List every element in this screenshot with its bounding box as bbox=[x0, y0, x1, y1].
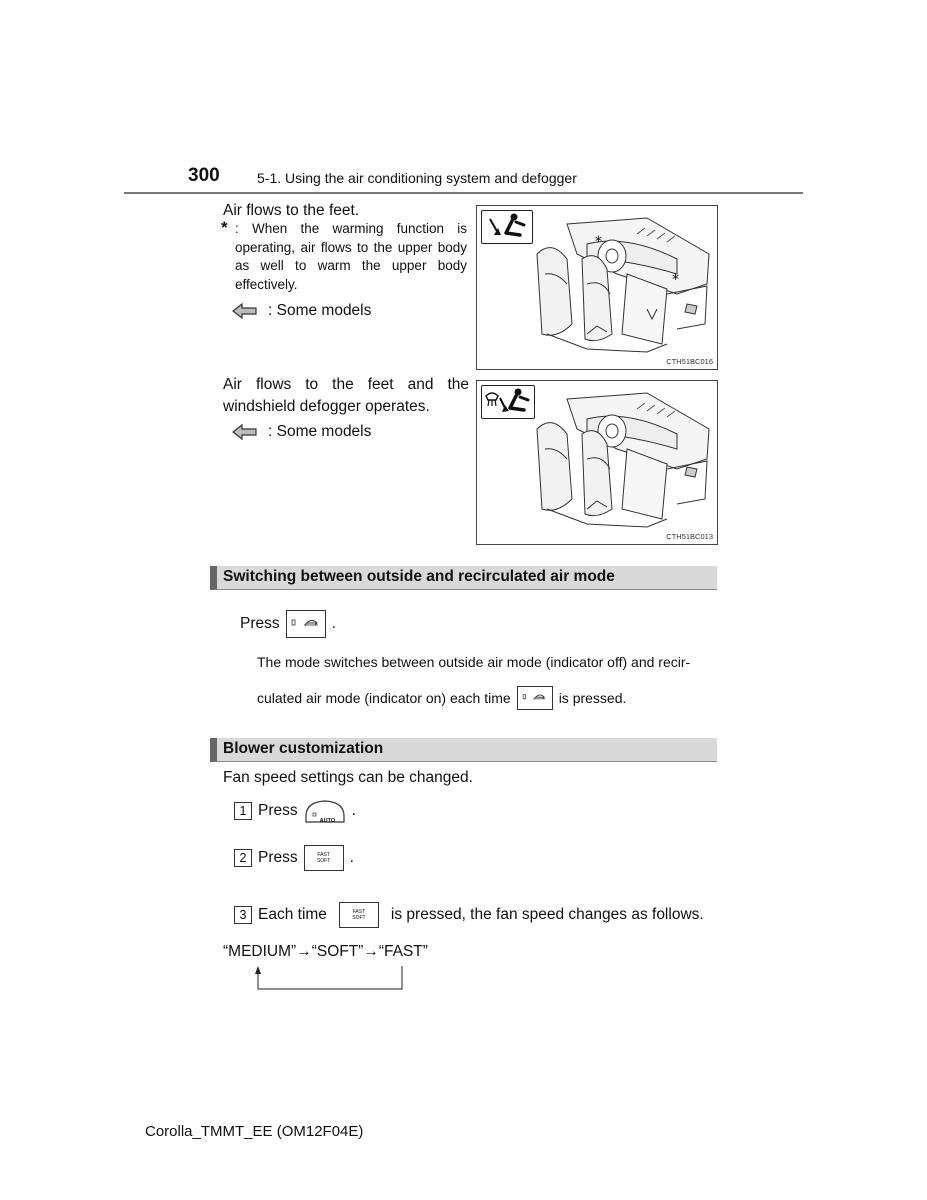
sequence-soft: “SOFT” bbox=[311, 943, 364, 960]
blower-intro: Fan speed settings can be changed. bbox=[223, 769, 473, 786]
car-interior-illustration bbox=[527, 214, 713, 354]
button-label-top: FAST bbox=[352, 909, 366, 915]
some-models-label: : Some models bbox=[268, 302, 372, 319]
auto-button[interactable] bbox=[304, 798, 346, 824]
step-prefix: Press bbox=[258, 802, 298, 819]
step-2 bbox=[234, 845, 354, 871]
figure-feet-airflow bbox=[476, 205, 718, 370]
seat-star-mark: * bbox=[595, 234, 602, 250]
step-suffix: is pressed, the fan speed changes as follows. bbox=[390, 906, 704, 923]
mode-feet-title: Air flows to the feet. bbox=[223, 202, 360, 219]
cycle-return-arrow-icon bbox=[250, 962, 410, 994]
mode-feet-defog-title: Air flows to the feet and the windshield defogger operates. bbox=[223, 376, 469, 415]
step-prefix: Each time bbox=[258, 906, 327, 923]
figure-feet-defog-airflow bbox=[476, 380, 718, 545]
fast-soft-button[interactable] bbox=[339, 902, 379, 928]
mode-feet-defog-some-models bbox=[232, 421, 371, 443]
header-divider bbox=[124, 192, 803, 194]
recirculation-button-icon bbox=[518, 687, 552, 709]
step-3 bbox=[234, 902, 704, 928]
figure-code: CTH51BC013 bbox=[666, 532, 713, 541]
chapter-title: 5-1. Using the air conditioning system and defogger bbox=[257, 170, 577, 186]
section-heading-text: Blower customization bbox=[223, 740, 384, 757]
feet-airflow-icon bbox=[481, 210, 533, 244]
step-number: 2 bbox=[234, 849, 252, 867]
sequence-fast: “FAST” bbox=[378, 943, 428, 960]
step-suffix: . bbox=[351, 802, 356, 819]
sequence-arrow: → bbox=[296, 943, 312, 960]
footer-manual-id: Corolla_TMMT_EE (OM12F04E) bbox=[145, 1123, 364, 1140]
step-prefix: Press bbox=[258, 849, 298, 866]
note-marker: * bbox=[221, 218, 228, 237]
auto-button-label: AUTO bbox=[319, 818, 336, 824]
mode-feet-some-models bbox=[232, 300, 371, 322]
step-number: 1 bbox=[234, 802, 252, 820]
vent-star-mark: * bbox=[672, 272, 679, 288]
recirculation-button[interactable] bbox=[517, 686, 553, 710]
fan-speed-sequence bbox=[223, 941, 428, 963]
section-heading-recirc bbox=[210, 566, 717, 590]
note-text: : When the warming function is operating, air flows to the upper body as well to warm the upper body effectively. bbox=[235, 221, 467, 292]
figure-code: CTH51BC016 bbox=[666, 357, 713, 366]
step-suffix: . bbox=[349, 849, 354, 866]
some-models-label: : Some models bbox=[268, 423, 372, 440]
press-suffix: . bbox=[331, 615, 336, 632]
step-1 bbox=[234, 798, 356, 824]
recirc-description-line1: The mode switches between outside air mode (indicator off) and recir- bbox=[257, 654, 691, 670]
recirculation-button-icon bbox=[287, 611, 325, 637]
button-label-bottom: SOFT bbox=[316, 858, 331, 864]
description-prefix: culated air mode (indicator on) each time bbox=[257, 690, 511, 706]
description-suffix: is pressed. bbox=[558, 690, 627, 706]
sequence-arrow: → bbox=[363, 943, 379, 960]
page-number: 300 bbox=[188, 165, 220, 186]
button-label-top: FAST bbox=[317, 852, 330, 858]
mode-feet-note bbox=[221, 220, 467, 294]
arrow-left-icon bbox=[232, 423, 258, 441]
car-interior-illustration bbox=[527, 389, 713, 529]
step-number: 3 bbox=[234, 906, 252, 924]
section-heading-text: Switching between outside and recirculated air mode bbox=[223, 568, 615, 585]
recirc-press-line bbox=[240, 610, 336, 638]
fast-soft-button[interactable] bbox=[304, 845, 344, 871]
recirc-description-line2 bbox=[257, 686, 626, 710]
section-heading-blower bbox=[210, 738, 717, 762]
arrow-left-icon bbox=[232, 302, 258, 320]
press-label: Press bbox=[240, 615, 280, 632]
sequence-medium: “MEDIUM” bbox=[223, 943, 297, 960]
recirculation-button[interactable] bbox=[286, 610, 326, 638]
button-label-bottom: SOFT bbox=[352, 915, 366, 921]
